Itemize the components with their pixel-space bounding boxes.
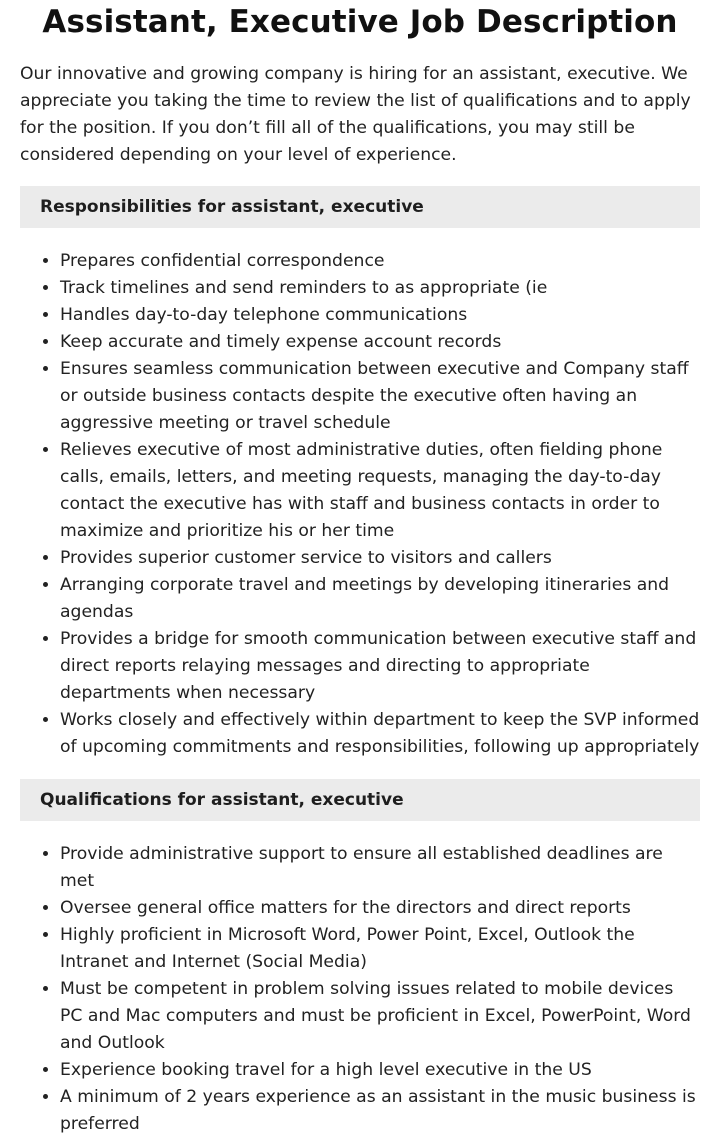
list-item: • Must be competent in problem solving issues related to mobile devices PC and Mac computers and must be proficient in Excel, PowerPoint, Word and Outlook bbox=[60, 976, 700, 1057]
list-item: • Arranging corporate travel and meetings by developing itineraries and agendas bbox=[60, 572, 700, 626]
responsibilities-heading: Responsibilities for assistant, executive bbox=[20, 186, 700, 228]
list-item: • Handles day-to-day telephone communications bbox=[60, 302, 700, 329]
list-item: • Provides a bridge for smooth communication between executive staff and direct reports relaying messages and directing to appropriate departments when necessary bbox=[60, 626, 700, 707]
list-item: • Ensures seamless communication between executive and Company staff or outside business contacts despite the executive often having an aggressive meeting or travel schedule bbox=[60, 356, 700, 437]
qualifications-list bbox=[20, 841, 700, 1138]
list-item: • Provides superior customer service to visitors and callers bbox=[60, 545, 700, 572]
list-item: • Track timelines and send reminders to as appropriate (ie bbox=[60, 275, 700, 302]
list-item: • Relieves executive of most administrative duties, often fielding phone calls, emails, letters, and meeting requests, managing the day-to-day contact the executive has with staff and business contacts in order to maximize and prioritize his or her time bbox=[60, 437, 700, 545]
list-item: • Highly proficient in Microsoft Word, Power Point, Excel, Outlook the Intranet and Internet (Social Media) bbox=[60, 922, 700, 976]
list-item: • Keep accurate and timely expense account records bbox=[60, 329, 700, 356]
page-title: Assistant, Executive Job Description bbox=[42, 4, 678, 40]
list-item: • Provide administrative support to ensure all established deadlines are met bbox=[60, 841, 700, 895]
intro-paragraph: Our innovative and growing company is hiring for an assistant, executive. We appreciate you taking the time to review the list of qualifications and to apply for the position. If you don’t fill all of the qualifications, you may still be considered depending on your level of experience. bbox=[20, 64, 691, 165]
list-item: • Prepares confidential correspondence bbox=[60, 248, 700, 275]
qualifications-heading: Qualifications for assistant, executive bbox=[20, 779, 700, 821]
list-item: • Works closely and effectively within department to keep the SVP informed of upcoming commitments and responsibilities, following up appropriately bbox=[60, 707, 700, 761]
list-item: • Experience booking travel for a high level executive in the US bbox=[60, 1057, 700, 1084]
list-item: • Oversee general office matters for the directors and direct reports bbox=[60, 895, 700, 922]
responsibilities-list bbox=[20, 248, 700, 761]
list-item: • A minimum of 2 years experience as an assistant in the music business is preferred bbox=[60, 1084, 700, 1138]
